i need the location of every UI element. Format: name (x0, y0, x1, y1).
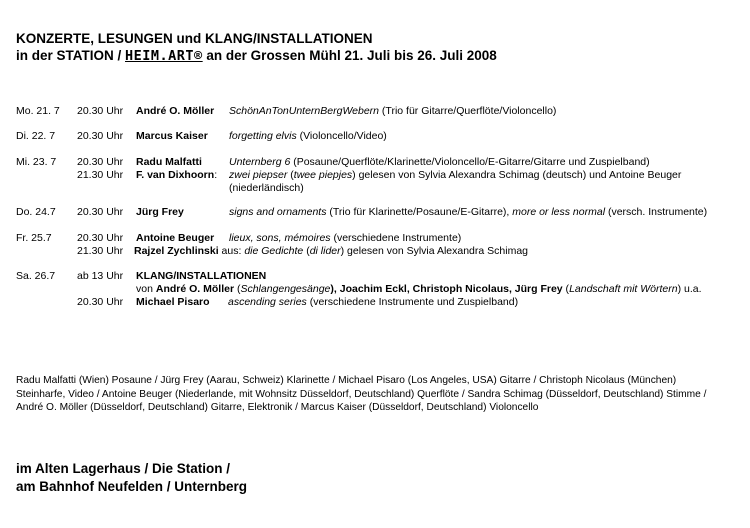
instrumentation: (Posaune/Querflöte/Klarinette/Violoncello/E-Gitarre/Gitarre und Zuspielband) (290, 156, 650, 168)
title-line-2 (16, 48, 497, 64)
event-date: Sa. 26.7 (16, 270, 56, 282)
work-title-dutch: twee piepjes (293, 169, 353, 181)
work-title: ascending series (228, 296, 307, 308)
event-artist: Rajzel Zychlinski (134, 245, 219, 257)
event-description (229, 105, 556, 118)
event-date: Do. 24.7 (16, 206, 56, 218)
event-artist: Jürg Frey (136, 206, 184, 218)
work-title: SchönAnTonUnternBergWebern (229, 105, 380, 117)
event-artist: Michael Pisaro (136, 296, 210, 308)
event-description: ascending series (verschiedene Instrumente und Zuspielband) (228, 296, 519, 308)
heim-art-logo: HEIM.ART® (125, 48, 203, 64)
event-time: 20.30 Uhr (77, 156, 124, 168)
event-time: 20.30 Uhr (77, 296, 124, 308)
musicians-list (16, 374, 744, 415)
work-title: lieux, sons, mémoires (229, 232, 331, 244)
event-heading: KLANG/INSTALLATIONEN (136, 270, 267, 282)
work-title: zwei piepser (229, 169, 288, 181)
event-description: Rajzel Zychlinski aus: die Gedichte (di lider) gelesen von Sylvia Alexandra Schimag (134, 245, 528, 257)
title-line-1: KONZERTE, LESUNGEN und KLANG/INSTALLATIONEN (16, 31, 373, 46)
event-description (229, 156, 650, 169)
event-date: Mo. 21. 7 (16, 105, 60, 117)
work-title: forgetting elvis (229, 130, 297, 142)
work-title: Schlangengesänge (240, 283, 331, 295)
event-artist: F. van Dixhoorn: (136, 169, 218, 181)
musicians-line: André O. Möller (Düsseldorf, Deutschland) Gitarre, Elektronik / Marcus Kaiser (Düsseldorf, Deutschland) Violoncello (16, 402, 539, 413)
event-time: 20.30 Uhr (77, 232, 124, 244)
venue-line: im Alten Lagerhaus / Die Station / (16, 461, 231, 476)
event-artist: Radu Malfatti (136, 156, 202, 168)
work-title: Unternberg 6 (229, 156, 291, 168)
event-description: signs and ornaments (Trio für Klarinette/Posaune/E-Gitarre), more or less normal (versch. Instrumente) (229, 206, 708, 218)
event-date: Di. 22. 7 (16, 130, 56, 142)
event-time: 20.30 Uhr (77, 105, 124, 117)
instrumentation: (Trio für Gitarre/Querflöte/Violoncello) (379, 105, 557, 117)
musicians-line: Steinharfe, Video / Antoine Beuger (Niederlande, mit Wohnsitz Düsseldorf, Deutschland) Querflöte / Sandra Schimag (Düsseldorf, Deutschland) Stimme / (16, 388, 707, 400)
venue-address (16, 460, 247, 496)
event-artist: Marcus Kaiser (136, 130, 208, 142)
instrumentation: (Violoncello/Video) (296, 130, 387, 142)
work-title-yiddish: di lider (309, 245, 341, 257)
event-time: 20.30 Uhr (77, 130, 124, 142)
work-title-2: more or less normal (512, 206, 606, 218)
venue-line: am Bahnhof Neufelden / Unternberg (16, 479, 248, 494)
work-title: die Gedichte (244, 245, 304, 257)
event-time: 21.30 Uhr (77, 245, 124, 257)
event-description: von André O. Möller (Schlangengesänge), Joachim Eckl, Christoph Nicolaus, Jürg Frey (Landschaft mit Wörtern) u.a. (136, 283, 702, 295)
event-time: 20.30 Uhr (77, 206, 124, 218)
event-description: zwei piepser (twee piepjes) gelesen von Sylvia Alexandra Schimag (deutsch) und Antoine Beuger (229, 169, 682, 181)
event-artists: Joachim Eckl, Christoph Nicolaus, Jürg Frey (339, 283, 563, 295)
event-date: Mi. 23. 7 (16, 156, 57, 168)
title-prefix: in der STATION / (16, 48, 126, 63)
event-artist: André O. Möller (136, 105, 215, 117)
event-time: ab 13 Uhr (77, 270, 124, 282)
event-artist: André O. Möller (155, 283, 235, 295)
work-title: signs and ornaments (229, 206, 327, 218)
title-suffix: an der Grossen Mühl 21. Juli bis 26. Juli 2008 (202, 48, 497, 63)
event-description (229, 130, 387, 143)
musicians-line: Radu Malfatti (Wien) Posaune / Jürg Frey (Aarau, Schweiz) Klarinette / Michael Pisaro (Los Angeles, USA) Gitarre / Christoph Nicolaus (München) (16, 375, 677, 386)
event-time: 21.30 Uhr (77, 169, 124, 181)
work-title: Landschaft mit Wörtern (569, 283, 678, 295)
event-artist: Antoine Beuger (136, 232, 215, 244)
event-description: lieux, sons, mémoires (verschiedene Instrumente) (229, 232, 462, 244)
event-description-cont: (niederländisch) (229, 182, 304, 194)
event-date: Fr. 25.7 (16, 232, 52, 244)
